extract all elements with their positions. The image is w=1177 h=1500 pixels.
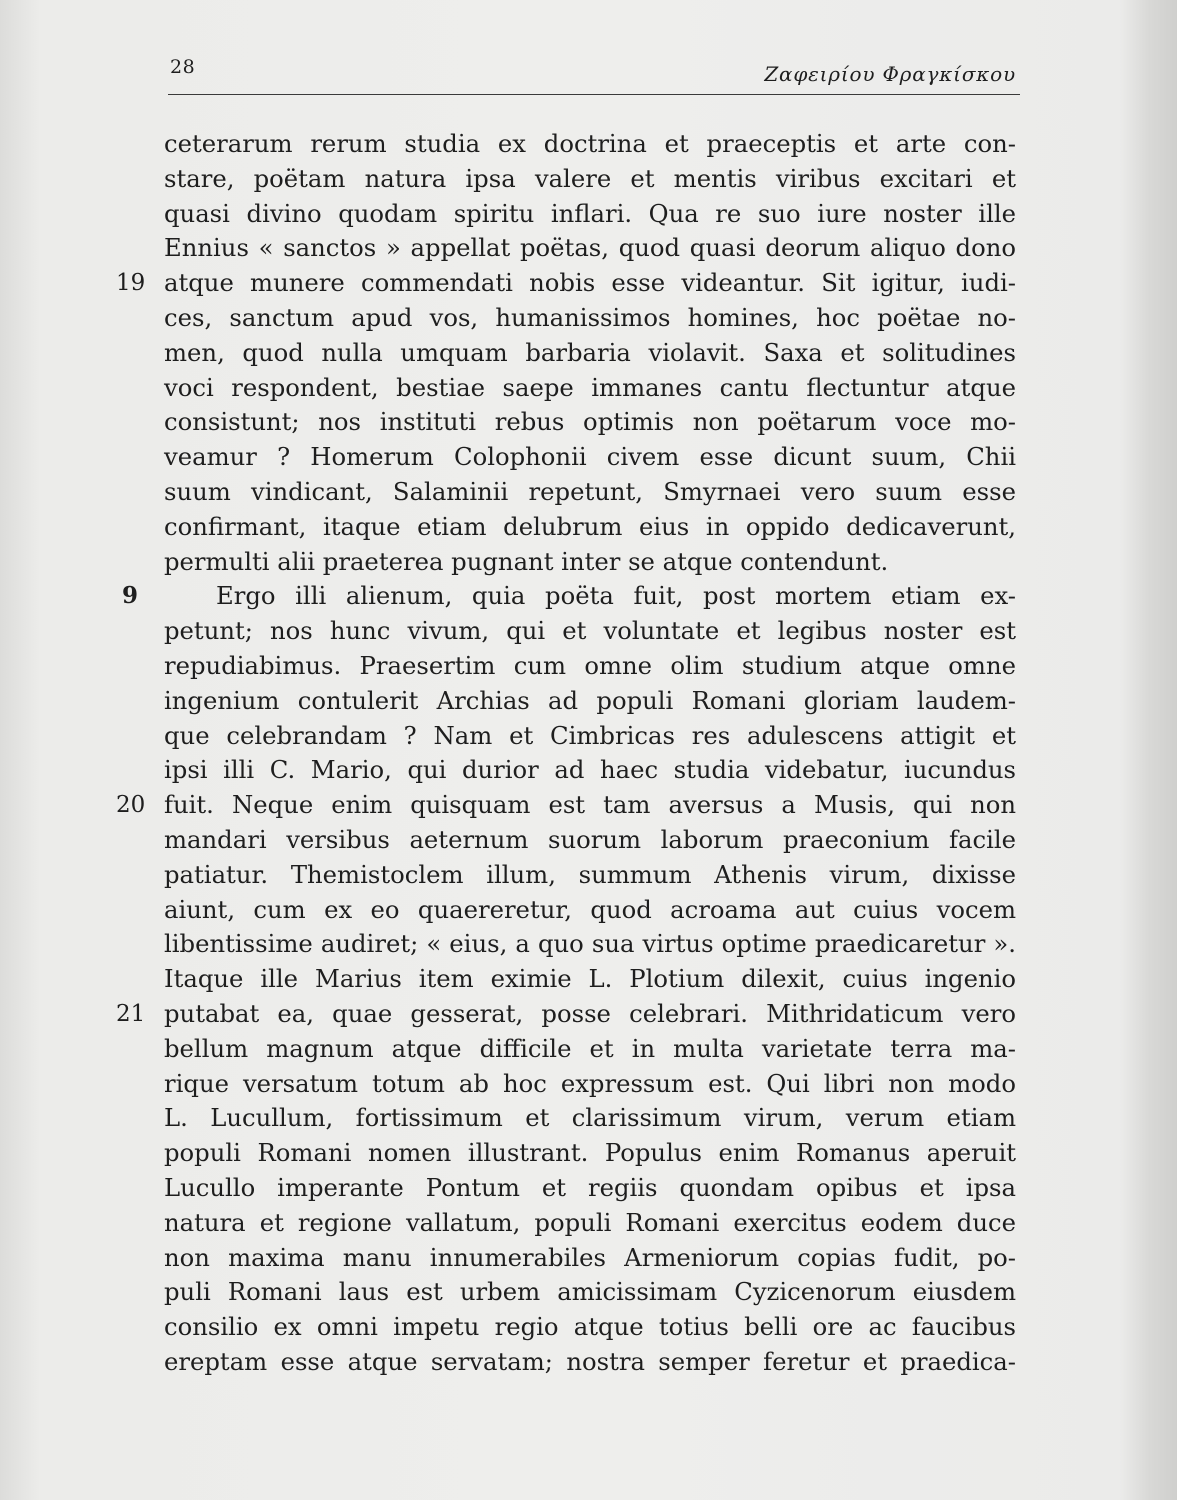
page-header — [168, 50, 1020, 95]
text-line: suum vindicant, Salaminii repetunt, Smyrnaei vero suum esse — [164, 476, 1016, 506]
body-text — [116, 127, 1016, 1380]
text-line: men, quod nulla umquam barbaria violavit. Saxa et solitudines — [164, 337, 1016, 367]
text-line: mandari versibus aeternum suorum laborum praeconium facile — [164, 824, 1016, 854]
chapter-number: 9 — [122, 582, 139, 610]
text-line: consilio ex omni impetu regio atque totius belli ore ac faucibus — [164, 1312, 1016, 1342]
text-line: rique versatum totum ab hoc expressum est. Qui libri non modo — [164, 1068, 1016, 1098]
text-line: confirmant, itaque etiam delubrum eius in oppido dedicaverunt, — [164, 511, 1016, 541]
text-line: aiunt, cum ex eo quaereretur, quod acroama aut cuius vocem — [164, 894, 1016, 924]
text-line: 9 Ergo illi alienum, quia poëta fuit, post mortem etiam ex- — [164, 579, 1016, 614]
section-number: 21 — [116, 1000, 146, 1027]
text-line: Lucullo imperante Pontum et regiis quondam opibus et ipsa — [164, 1172, 1016, 1202]
text-line: Itaque ille Marius item eximie L. Plotium dilexit, cuius ingenio — [164, 964, 1016, 994]
text-line: bellum magnum atque difficile et in multa varietate terra ma- — [164, 1033, 1016, 1063]
text-line: veamur ? Homerum Colophonii civem esse dicunt suum, Chii — [164, 442, 1016, 472]
text-line: ipsi illi C. Mario, qui durior ad haec studia videbatur, iucundus — [164, 755, 1016, 785]
text-line: 19 atque munere commendati nobis esse videantur. Sit igitur, iudi- — [164, 266, 1016, 301]
text-line: non maxima manu innumerabiles Armeniorum copias fudit, po- — [164, 1242, 1016, 1272]
text-line: stare, poëtam natura ipsa valere et mentis viribus excitari et — [164, 163, 1016, 193]
text-line: patiatur. Themistoclem illum, summum Athenis virum, dixisse — [164, 859, 1016, 889]
text-line: permulti alii praeterea pugnant inter se atque contendunt. — [164, 546, 889, 576]
text-line: L. Lucullum, fortissimum et clarissimum virum, verum etiam — [164, 1103, 1016, 1133]
text-line: quasi divino quodam spiritu inflari. Qua re suo iure noster ille — [164, 198, 1016, 228]
text-line: natura et regione vallatum, populi Romani exercitus eodem duce — [164, 1207, 1016, 1237]
text-line: puli Romani laus est urbem amicissimam Cyzicenorum eiusdem — [164, 1277, 1016, 1307]
section-number: 19 — [116, 270, 146, 297]
text-line: que celebrandam ? Nam et Cimbricas res adulescens attigit et — [164, 720, 1016, 750]
text-line: ereptam esse atque servatam; nostra semper feretur et praedica- — [164, 1346, 1016, 1376]
running-head: Ζαφειρίου Φραγκίσκου — [764, 62, 1016, 86]
text-line: 20 fuit. Neque enim quisquam est tam aversus a Musis, qui non — [164, 788, 1016, 823]
section-number: 20 — [116, 792, 146, 819]
text-line: ingenium contulerit Archias ad populi Romani gloriam laudem- — [164, 685, 1016, 715]
text-line: consistunt; nos instituti rebus optimis non poëtarum voce mo- — [164, 407, 1016, 437]
text-line: ces, sanctum apud vos, humanissimos homines, hoc poëtae no- — [164, 302, 1016, 332]
text-line: petunt; nos hunc vivum, qui et voluntate et legibus noster est — [164, 616, 1016, 646]
page-number: 28 — [170, 56, 196, 78]
text-line: 21 putabat ea, quae gesserat, posse celebrari. Mithridaticum vero — [164, 997, 1016, 1032]
text-line: Ennius « sanctos » appellat poëtas, quod quasi deorum aliquo dono — [164, 233, 1016, 263]
text-line: ceterarum rerum studia ex doctrina et praeceptis et arte con- — [164, 129, 1016, 158]
text-line: libentissime audiret; « eius, a quo sua virtus optime praedicaretur ». — [164, 929, 1016, 959]
text-line: repudiabimus. Praesertim cum omne olim studium atque omne — [164, 650, 1016, 680]
text-line: populi Romani nomen illustrant. Populus enim Romanus aperuit — [164, 1138, 1016, 1168]
text-line: voci respondent, bestiae saepe immanes cantu flectuntur atque — [164, 372, 1016, 402]
